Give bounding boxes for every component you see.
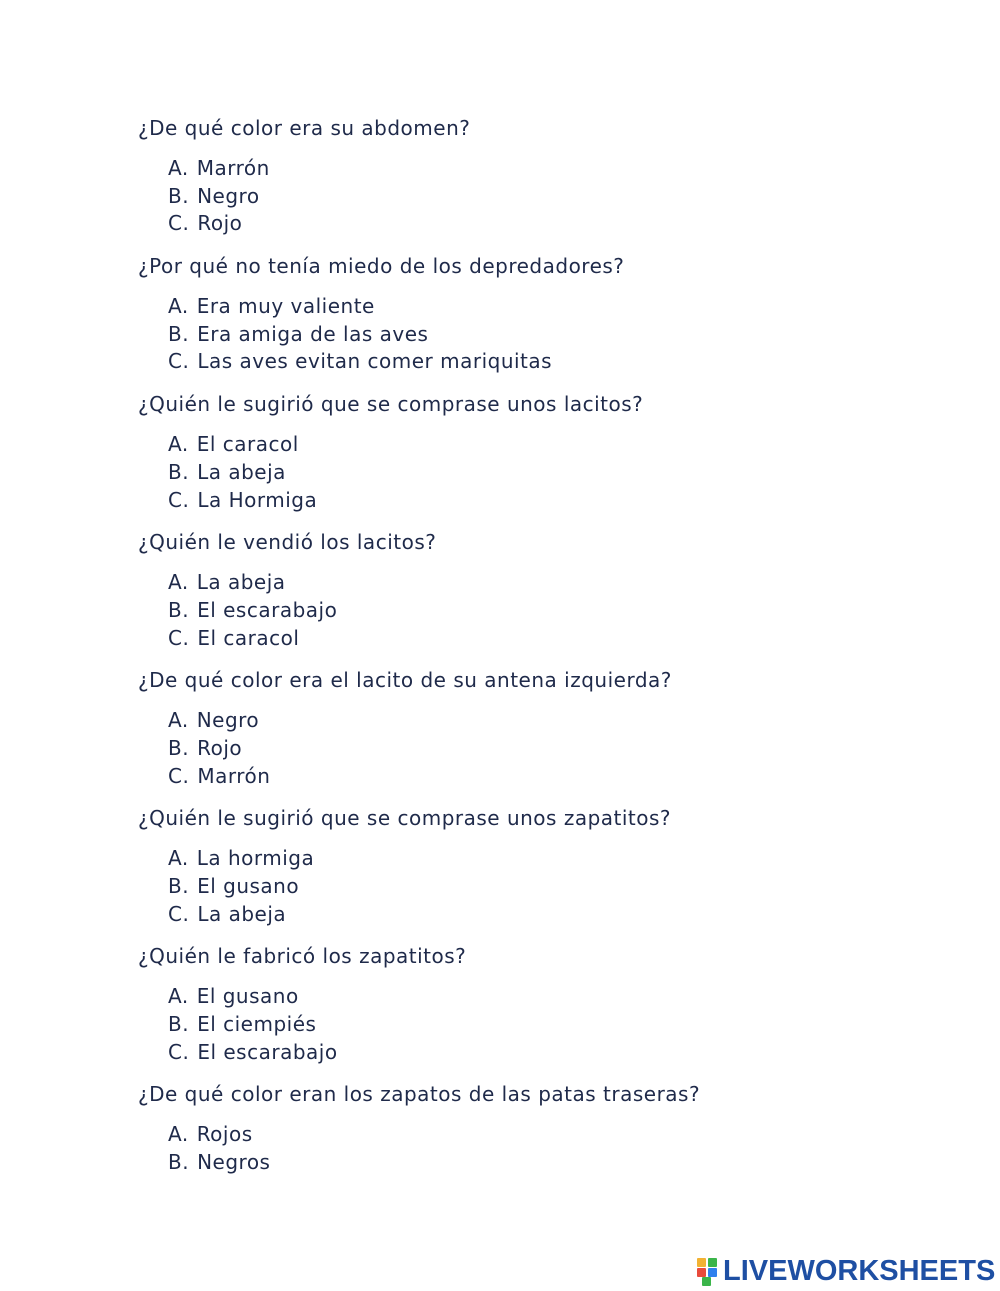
answer-option[interactable] [168, 873, 958, 901]
option-letter: B. [168, 183, 190, 208]
option-text: El caracol [197, 625, 300, 650]
option-text: Marrón [197, 763, 271, 788]
question-text: ¿Quién le sugirió que se comprase unos lacitos? [138, 392, 644, 417]
question-text: ¿De qué color eran los zapatos de las patas traseras? [138, 1082, 701, 1107]
option-letter: C. [168, 349, 190, 374]
option-letter: A. [168, 1122, 189, 1147]
answer-options [168, 431, 958, 514]
question-text: ¿De qué color era el lacito de su antena izquierda? [138, 668, 672, 693]
option-letter: A. [168, 432, 189, 457]
answer-option[interactable] [168, 321, 958, 349]
option-letter: C. [168, 625, 190, 650]
option-text: Negro [196, 708, 260, 733]
question-block [138, 114, 958, 238]
question-text: ¿Por qué no tenía miedo de los depredadores? [138, 254, 625, 279]
option-letter: B. [168, 597, 190, 622]
option-text: Era amiga de las aves [197, 321, 429, 346]
question-block [138, 804, 958, 928]
answer-options [168, 983, 958, 1066]
option-text: Las aves evitan comer mariquitas [197, 349, 553, 374]
answer-options [168, 707, 958, 790]
answer-option[interactable] [168, 459, 958, 487]
answer-option[interactable] [168, 845, 958, 873]
option-text: Marrón [196, 156, 270, 180]
answer-option[interactable] [168, 431, 958, 459]
option-text: Negros [197, 1150, 271, 1175]
answer-options [168, 1121, 958, 1176]
question-text: ¿Quién le fabricó los zapatitos? [138, 944, 467, 969]
answer-option[interactable] [168, 901, 958, 929]
option-letter: C. [168, 211, 190, 236]
question-text: ¿Quién le sugirió que se comprase unos zapatitos? [138, 806, 672, 831]
option-text: El caracol [196, 432, 299, 457]
option-letter: A. [168, 294, 189, 319]
answer-option[interactable] [168, 1011, 958, 1039]
option-letter: B. [168, 1150, 190, 1175]
question-block [138, 252, 958, 376]
option-text: Rojo [197, 211, 243, 236]
option-text: El ciempiés [197, 1012, 317, 1037]
option-letter: B. [168, 321, 190, 346]
answer-options [168, 155, 958, 238]
option-letter: C. [168, 1039, 190, 1064]
liveworksheets-logo-text: LIVEWORKSHEETS [723, 1254, 996, 1287]
option-letter: C. [168, 901, 190, 926]
answer-option[interactable] [168, 348, 958, 376]
question-text: ¿Quién le vendió los lacitos? [138, 530, 437, 555]
answer-options [168, 845, 958, 928]
answer-options [168, 293, 958, 376]
option-text: Era muy valiente [196, 294, 375, 319]
answer-option[interactable] [168, 1149, 958, 1177]
question-text: ¿De qué color era su abdomen? [138, 116, 471, 140]
question-block [138, 666, 958, 790]
option-letter: B. [168, 1012, 190, 1037]
answer-option[interactable] [168, 155, 958, 183]
answer-option[interactable] [168, 735, 958, 763]
worksheet [138, 114, 958, 1191]
option-letter: C. [168, 487, 190, 512]
option-letter: B. [168, 459, 190, 484]
option-text: La abeja [197, 459, 286, 484]
answer-option[interactable] [168, 1121, 958, 1149]
option-letter: A. [168, 846, 189, 871]
liveworksheets-branding[interactable] [697, 1254, 995, 1288]
answer-option[interactable] [168, 183, 958, 211]
answer-option[interactable] [168, 983, 958, 1011]
question-block [138, 942, 958, 1066]
option-text: Negro [197, 183, 260, 208]
option-letter: A. [168, 708, 189, 733]
answer-option[interactable] [168, 1039, 958, 1067]
question-block [138, 1080, 958, 1176]
option-text: Rojo [197, 735, 243, 760]
option-text: Rojos [196, 1122, 253, 1147]
answer-option[interactable] [168, 625, 958, 653]
option-text: El escarabajo [197, 1039, 338, 1064]
option-letter: B. [168, 735, 190, 760]
option-letter: B. [168, 874, 190, 898]
option-letter: A. [168, 984, 189, 1009]
option-text: La abeja [196, 570, 286, 595]
option-text: La hormiga [196, 846, 315, 871]
question-block [138, 390, 958, 514]
option-text: El gusano [196, 984, 299, 1009]
answer-option[interactable] [168, 487, 958, 515]
option-text: La abeja [197, 901, 287, 926]
option-text: El gusano [197, 874, 300, 898]
question-block [138, 528, 958, 652]
option-letter: A. [168, 570, 189, 595]
answer-options [168, 569, 958, 652]
option-text: La Hormiga [197, 487, 318, 512]
answer-option[interactable] [168, 293, 958, 321]
option-letter: C. [168, 763, 190, 788]
option-text: El escarabajo [197, 597, 338, 622]
liveworksheets-logo-icon [697, 1256, 719, 1286]
answer-option[interactable] [168, 707, 958, 735]
answer-option[interactable] [168, 569, 958, 597]
answer-option[interactable] [168, 597, 958, 625]
answer-option[interactable] [168, 210, 958, 238]
option-letter: A. [168, 156, 189, 180]
answer-option[interactable] [168, 763, 958, 791]
